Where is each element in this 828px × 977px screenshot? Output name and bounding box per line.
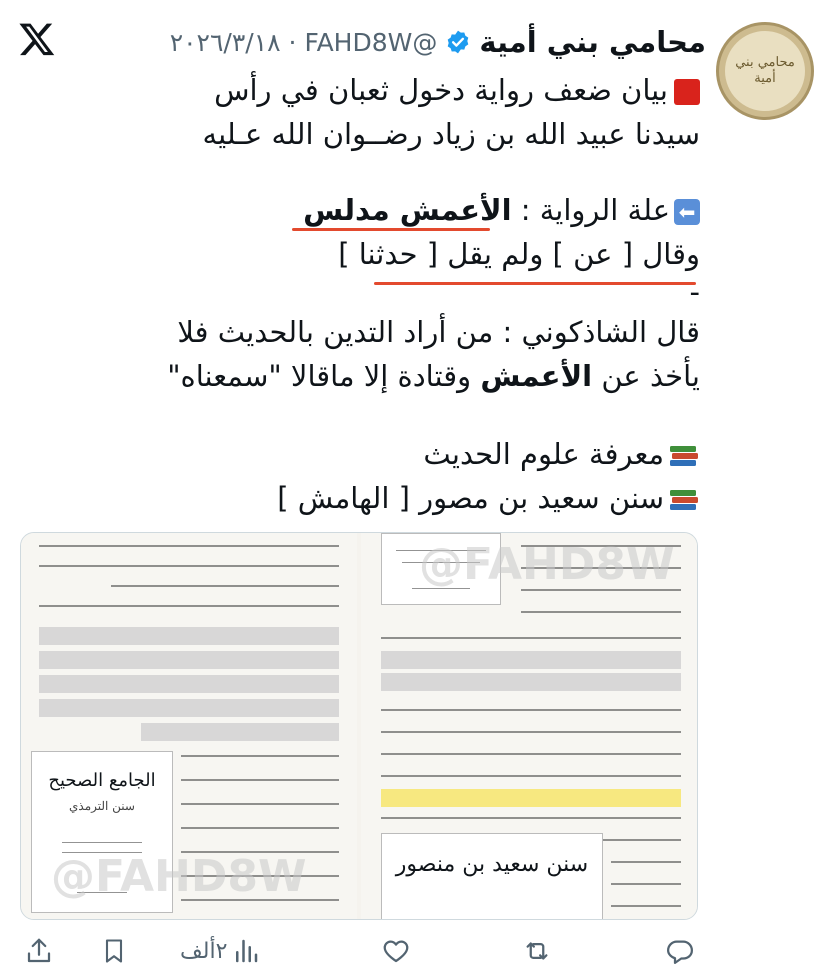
action-bar <box>0 930 828 977</box>
share-icon <box>24 936 54 966</box>
illa-prefix: علة الرواية : <box>511 193 670 227</box>
share-button[interactable] <box>24 936 54 966</box>
tweet-text-line1: بيان ضعف رواية دخول ثعبان في رأس <box>214 73 668 107</box>
tweet-shadh-line-1: قال الشاذكوني : من أراد التدين بالحديث فلا <box>177 315 700 349</box>
like-button[interactable] <box>380 936 412 966</box>
book-left-subtitle: سنن الترمذي <box>69 799 135 813</box>
retweet-button[interactable] <box>520 936 554 966</box>
retweet-icon <box>520 936 554 966</box>
x-logo-icon[interactable] <box>18 20 56 58</box>
avatar[interactable] <box>716 22 814 120</box>
views-count: ٢ألف <box>180 938 228 964</box>
red-square-icon <box>674 79 700 105</box>
tweet-illa-line <box>10 188 700 232</box>
tweet-qal-line: وقال [ عن ] ولم يقل [ حدثنا ] <box>338 237 700 271</box>
tweet-media-image[interactable] <box>20 532 698 920</box>
source-2-text: سنن سعيد بن مصور [ الهامش ] <box>277 481 664 515</box>
reply-button[interactable] <box>664 936 696 966</box>
tweet-source-2 <box>10 476 700 520</box>
avatar-text: محامي بني أمية <box>725 31 805 111</box>
tweet-line-2: سيدنا عبيد الله بن زياد رضــوان الله عـليه <box>202 117 700 151</box>
tweet-dash: - <box>689 275 700 309</box>
watermark-bottom: @FAHD8W <box>51 851 307 902</box>
watermark-top: @FAHD8W <box>419 539 675 590</box>
bookmark-icon <box>100 936 128 966</box>
illa-bold: الأعمش مدلس <box>303 193 512 227</box>
books-icon <box>668 487 700 513</box>
shadh-pre: يأخذ عن <box>592 359 700 393</box>
like-icon <box>380 936 412 966</box>
reply-icon <box>664 936 696 966</box>
scan-right-page <box>361 533 697 919</box>
tweet-shadh-line-2 <box>10 354 700 398</box>
views-icon <box>231 936 261 966</box>
books-icon <box>668 443 700 469</box>
handle[interactable]: @FAHD8W <box>304 27 438 57</box>
book-right-title: سنن سعيد بن منصور <box>395 852 589 877</box>
tweet-line-1 <box>10 68 700 112</box>
bookmark-button[interactable] <box>100 936 128 966</box>
views-button[interactable] <box>180 936 261 966</box>
source-1-text: معرفة علوم الحديث <box>423 437 664 471</box>
red-underline-1 <box>292 228 490 231</box>
separator-dot: · <box>288 27 297 57</box>
shadh-bold: الأعمش <box>480 359 593 393</box>
tweet-header <box>170 20 706 64</box>
tweet-source-1 <box>10 432 700 476</box>
shadh-post: وقتادة إلا ماقالا "سمعناه" <box>167 359 481 393</box>
tweet-date[interactable]: ٢٠٢٦/٣/١٨ <box>169 27 281 57</box>
left-arrow-icon: ⬅ <box>674 199 700 225</box>
verified-badge-icon <box>445 29 471 55</box>
book-cover-right-bottom <box>381 833 603 920</box>
book-left-title: الجامع الصحيح <box>48 770 156 791</box>
display-name[interactable]: محامي بني أمية <box>479 25 706 59</box>
